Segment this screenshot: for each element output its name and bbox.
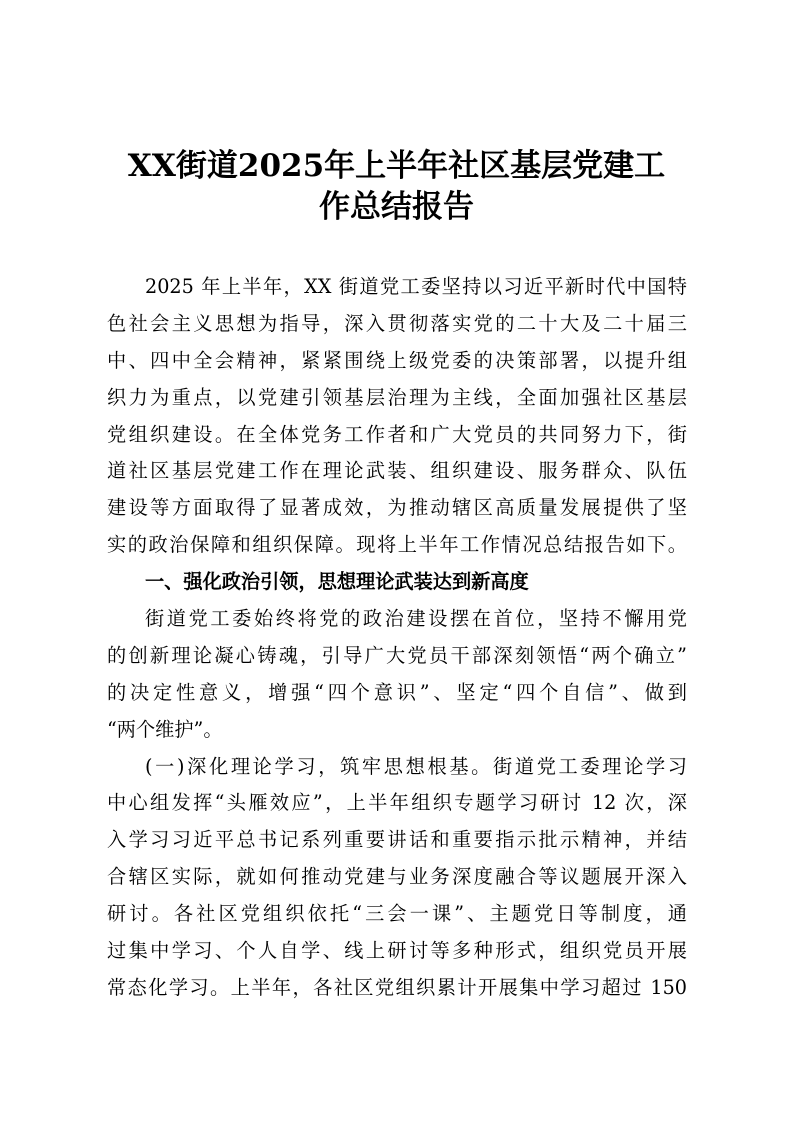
paragraph-line: 入学习习近平总书记系列重要讲话和重要指示批示精神，并结 xyxy=(107,828,687,852)
document-body xyxy=(107,269,687,1007)
paragraph-line: 中心组发挥“头雁效应”，上半年组织专题学习研讨 12 次，深 xyxy=(107,791,687,815)
paragraph-line: 街道党工委始终将党的政治建设摆在首位，坚持不懈用党 xyxy=(145,607,687,631)
paragraph-line: 2025 年上半年，XX 街道党工委坚持以习近平新时代中国特 xyxy=(145,275,687,298)
paragraph-line: 实的政治保障和组织保障。现将上半年工作情况总结报告如下。 xyxy=(107,533,687,557)
paragraph-line: 党组织建设。在全体党务工作者和广大党员的共同努力下，街 xyxy=(107,422,687,446)
paragraph-line: 的决定性意义，增强“四个意识”、坚定“四个自信”、做到 xyxy=(107,680,687,704)
paragraph-line: 研讨。各社区党组织依托“三会一课”、主题党日等制度，通 xyxy=(107,902,687,926)
title-line-2: 作总结报告 xyxy=(319,189,474,225)
paragraph-line: 合辖区实际，就如何推动党建与业务深度融合等议题展开深入 xyxy=(107,865,687,889)
paragraph-line: 织力为重点，以党建引领基层治理为主线，全面加强社区基层 xyxy=(107,385,687,409)
paragraph-line: 常态化学习。上半年，各社区党组织累计开展集中学习超过 150 xyxy=(107,975,687,999)
section-heading: 一、强化政治引领，思想理论武装达到新高度 xyxy=(145,570,529,594)
paragraph-line: 中、四中全会精神，紧紧围绕上级党委的决策部署，以提升组 xyxy=(107,348,687,372)
title-line-1: XX街道2025年上半年社区基层党建工 xyxy=(127,148,666,184)
paragraph-line: (一)深化理论学习，筑牢思想根基。街道党工委理论学习 xyxy=(145,754,687,778)
paragraph-line: “两个维护”。 xyxy=(107,717,223,741)
paragraph-line: 过集中学习、个人自学、线上研讨等多种形式，组织党员开展 xyxy=(107,939,687,963)
paragraph-line: 的创新理论凝心铸魂，引导广大党员干部深刻领悟“两个确立” xyxy=(107,643,687,667)
paragraph-line: 建设等方面取得了显著成效，为推动辖区高质量发展提供了坚 xyxy=(107,496,687,520)
paragraph-line: 色社会主义思想为指导，深入贯彻落实党的二十大及二十届三 xyxy=(107,311,687,335)
paragraph-line: 道社区基层党建工作在理论武装、组织建设、服务群众、队伍 xyxy=(107,459,687,483)
document-title xyxy=(100,146,693,228)
